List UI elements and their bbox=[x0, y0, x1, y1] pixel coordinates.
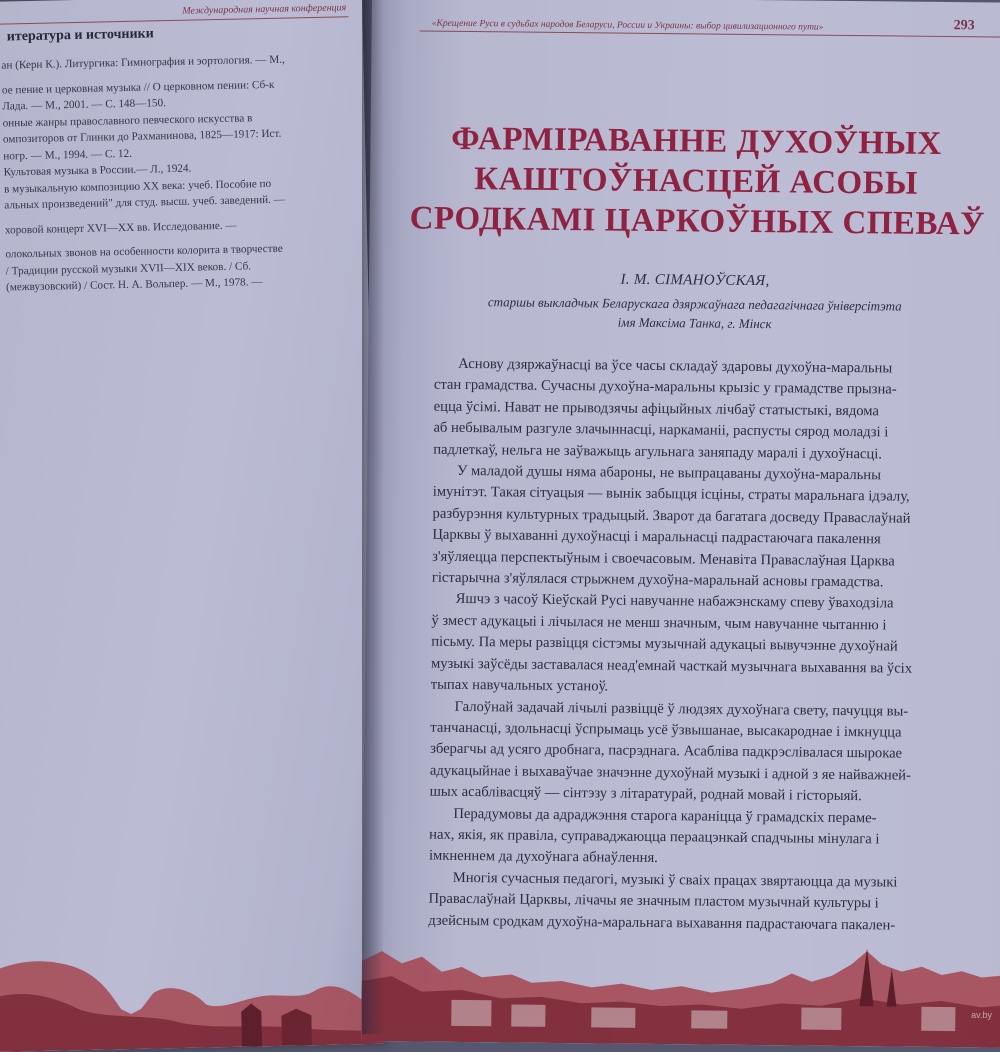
left-running-header: Международная научная конференция bbox=[182, 2, 347, 17]
body-line: ў змест адукацыі і лічылася не менш значным, чым навучанне чытанню і bbox=[431, 612, 887, 634]
body-line: Перадумовы да адраджэння старога караніцца ў грамадскіх пераме- bbox=[453, 805, 877, 826]
reference-line: / Традиции русской музыки XVII—XIX веков. / Сб. bbox=[5, 259, 252, 278]
author-name: І. М. СІМАНОЎСКАЯ, bbox=[620, 271, 770, 290]
references-heading: итература и источники bbox=[6, 26, 154, 45]
right-running-header: «Крещение Руси в судьбах народов Беларуси, России и Украины: выбор цивилизационного пути» bbox=[431, 18, 824, 33]
body-line: падлеткаў, нельга не заўважыць агульнага заняпаду маралі і духоўнасці. bbox=[433, 441, 883, 462]
right-page bbox=[361, 0, 1000, 1048]
body-line: з'яўляецца перспектыўным і своечасовым. Менавіта Праваслаўная Царква bbox=[432, 548, 895, 570]
body-line: стан грамадства. Сучасны духоўна-маральны крызіс у грамадстве прызна- bbox=[433, 377, 897, 398]
watermark: av.by bbox=[971, 1010, 992, 1020]
body-line: Галоўнай задачай лічылі развіццё ў людзях духоўнага свету, пачуцця вы- bbox=[454, 698, 909, 720]
body-line: Яшчэ з часоў Кіеўскай Русі навучанне набажэнскаму спеву ўваходзіла bbox=[455, 591, 894, 612]
body-line: музыкі заўсёды заставалася неад'емнай часткай музычнага выхавання ва ўсіх bbox=[430, 655, 913, 677]
reference-line: ое пение и церковная музыка // О церковном пении: Сб-к bbox=[1, 78, 275, 97]
article-title-line: КАШТОЎНАСЦЕЙ АСОБЫ bbox=[474, 161, 919, 202]
references-list bbox=[1, 50, 351, 296]
left-header-rule bbox=[0, 16, 348, 25]
right-header-rule bbox=[420, 31, 1000, 38]
body-line: разбурэння культурных традыцый. Зварот да багатага досведу Праваслаўнай bbox=[432, 505, 911, 527]
body-line: гістарычна з'яўлялася стрыжнем духоўна-маральнай асновы грамадства. bbox=[431, 569, 884, 591]
body-line: шых асаблівасцяў — сінтэзу з літаратурай, роднай мовай і гісторыяй. bbox=[429, 783, 862, 805]
reference-line: в музыкальную композицию XX века: учеб. Пособие по bbox=[3, 177, 272, 196]
reference-line: ногр. — М., 1994. — С. 12. bbox=[3, 147, 133, 163]
body-line: аб небывалым разгуле злачыннасці, наркаманіі, распусты сярод моладзі і bbox=[433, 419, 889, 441]
affiliation-line: імя Максіма Танка, г. Мінск bbox=[617, 314, 772, 332]
body-line: Аснову дзяржаўнасці ва ўсе часы складаў здаровы духоўна-маральны bbox=[458, 355, 893, 377]
affiliation-line: старшы выкладчык Беларускага дзяржаўнага педагагічнага ўніверсітэта bbox=[487, 294, 902, 314]
body-line: імкненнем да духоўнага абнаўлення. bbox=[428, 847, 658, 867]
page-number: 293 bbox=[953, 18, 975, 34]
reference-line: омпозиторов от Глинки до Рахманинова, 1825—1917: Ист. bbox=[2, 127, 282, 146]
body-line: Праваслаўнай Царквы, лічачы яе значным пластом музычнай культуры і bbox=[428, 890, 879, 912]
body-line: дзейсным сродкам духоўна-маральнага выхавання падрастаючага пакален- bbox=[428, 912, 896, 934]
reference-line: Культовая музыка в России.— Л., 1924. bbox=[3, 162, 192, 179]
reference-line: онные жанры православного певческого искусства в bbox=[2, 111, 253, 130]
book-gutter bbox=[362, 0, 384, 1034]
article-title-line: ФАРМІРАВАННЕ ДУХОЎНЫХ bbox=[451, 120, 942, 162]
body-line: У маладой душы няма абароны, не выпрацаваны духоўна-маральны bbox=[456, 462, 882, 484]
reference-line: Лада. — М., 2001. — С. 148—150. bbox=[2, 97, 167, 113]
body-line: імунітэт. Такая сітуацыя — вынік забыцця ісціны, страты маральнага ідэалу, bbox=[432, 484, 910, 506]
author-affiliation bbox=[409, 291, 981, 335]
body-line: ецца ўсімі. Нават не прыводзячы афіцыйных лічбаў статыстыкі, вядома bbox=[433, 398, 880, 420]
body-line: адукацыйнае і выхаваўчае значэнне духоўнай музыкі і адной з яе найважней- bbox=[429, 762, 911, 784]
left-page bbox=[0, 0, 384, 1052]
cityscape-illustration-left bbox=[0, 948, 384, 1052]
reference-line: олокольных звонов на особенности колорита в творчестве bbox=[5, 242, 283, 261]
reference-line: альных произведений" для студ. высш. учеб. заведений. — bbox=[4, 193, 286, 212]
body-line: тыпах навучальных устаноў. bbox=[430, 676, 609, 695]
article-body bbox=[428, 354, 966, 938]
body-line: танчанасці, здольнасці ўспрымаць усё ўзвышанае, высакароднае і імкнуцца bbox=[430, 719, 902, 741]
reference-line: (межвузовский) / Сост. Н. А. Вольпер. — М., 1978. — bbox=[5, 276, 263, 294]
cityscape-illustration-right bbox=[361, 941, 1000, 1048]
reference-line: ан (Керн К.). Литургика: Гимнография и эортология. — М., bbox=[1, 53, 285, 72]
body-line: зберагчы ад усяго дробнага, пасрэднага. Асабліва падкрэслівалася шырокае bbox=[430, 740, 903, 762]
body-line: Многія сучасныя педагогі, музыкі ў сваіх працах звяртаюцца да музыкі bbox=[452, 869, 898, 891]
article-title bbox=[409, 118, 986, 244]
body-line: пісьму. Па меры развіцця сістэмы музычнай адукацыі вывучэнне духоўнай bbox=[431, 633, 898, 655]
body-line: Царквы ў выхаванні духоўнасці і маральнасці падрастаючага пакалення bbox=[432, 526, 881, 548]
article-title-line: СРОДКАМІ ЦАРКОЎНЫХ СПЕВАЎ bbox=[409, 200, 986, 243]
body-line: нах, якія, як правіла, суправаджаюцца пераацэнкай спадчыны мінулага і bbox=[429, 826, 880, 848]
reference-line: хоровой концерт XVI—XX вв. Исследование. — bbox=[4, 219, 237, 237]
